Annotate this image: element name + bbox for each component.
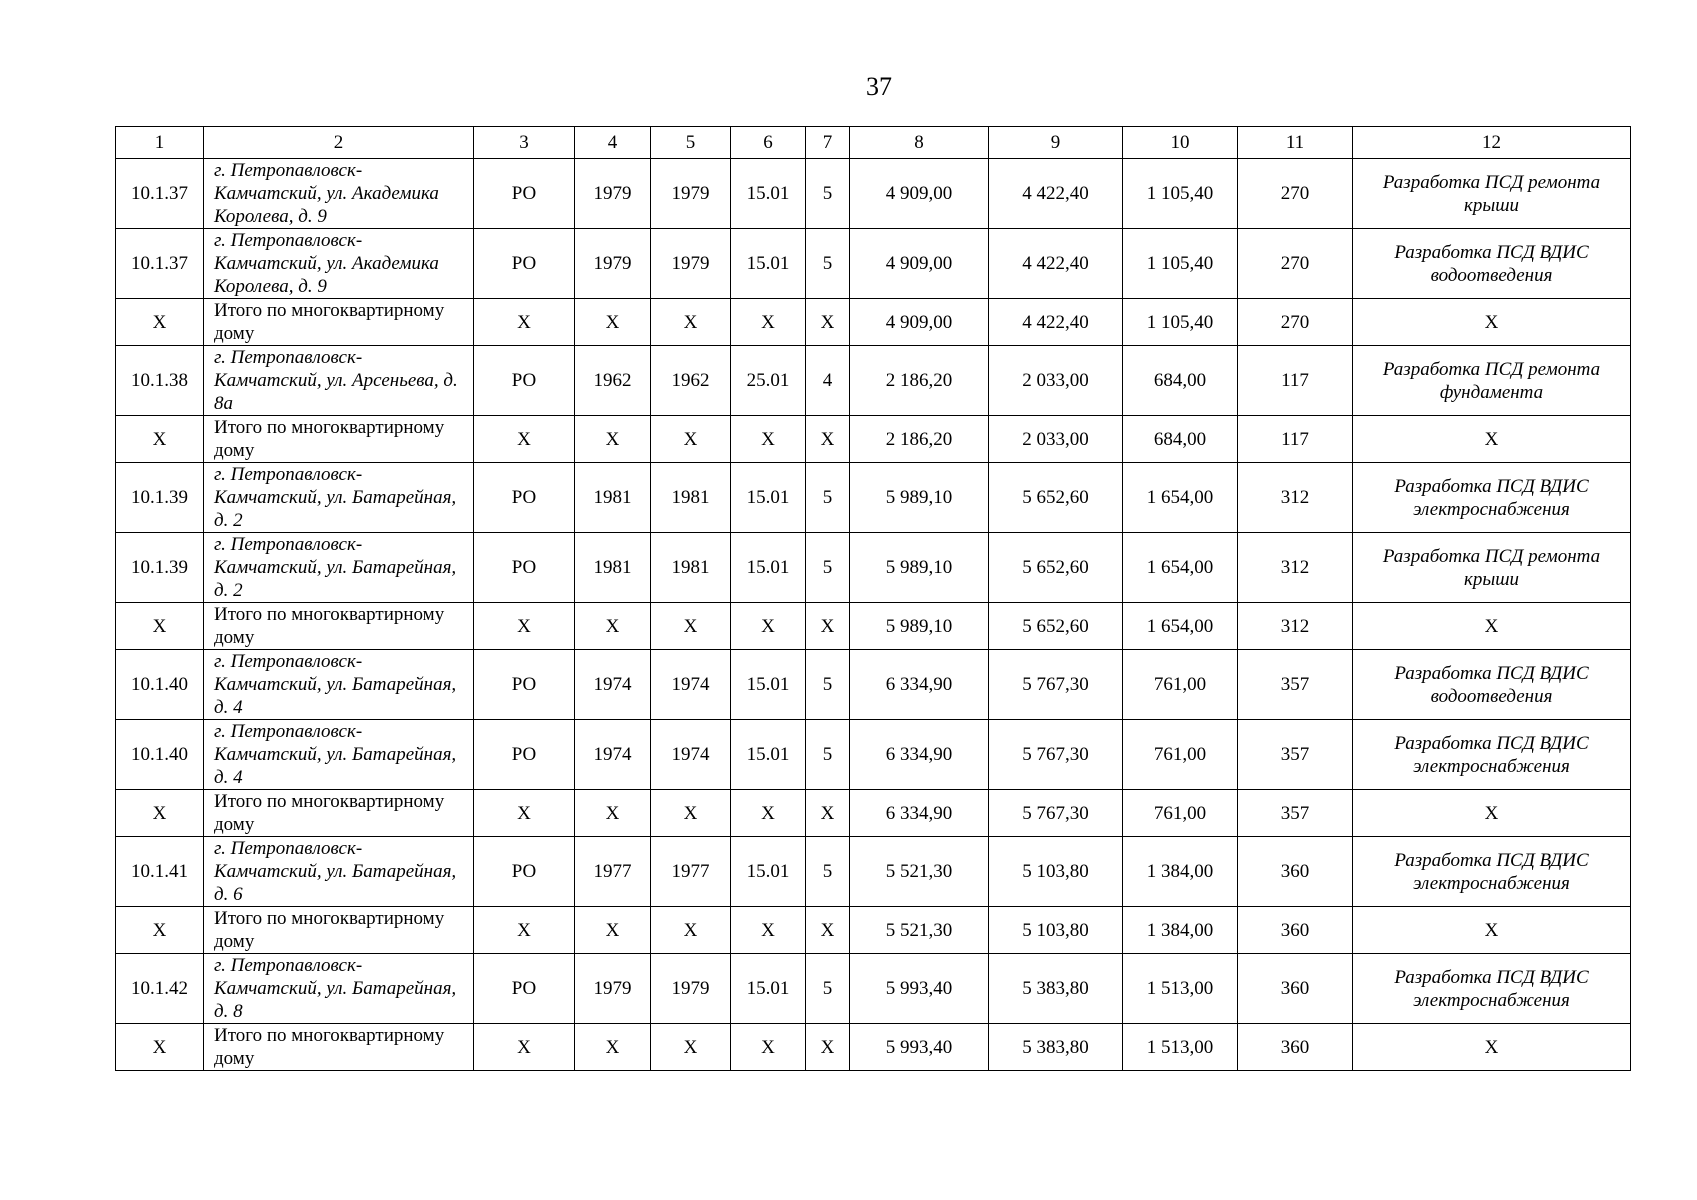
table-cell: 15.01 <box>731 229 806 299</box>
table-row <box>116 229 1631 299</box>
table-cell: Х <box>575 907 651 954</box>
table-cell: Итого по многоквартирному дому <box>204 299 474 346</box>
table-cell: 1 105,40 <box>1123 159 1238 229</box>
column-header: 12 <box>1353 127 1631 159</box>
table-cell: Разработка ПСД ремонта крыши <box>1353 533 1631 603</box>
table-cell: Х <box>806 907 850 954</box>
table-cell: 10.1.39 <box>116 533 204 603</box>
table-cell: 4 422,40 <box>989 299 1123 346</box>
table-cell: 360 <box>1238 1024 1353 1071</box>
table-cell: Х <box>116 1024 204 1071</box>
table-cell: 684,00 <box>1123 416 1238 463</box>
column-header: 8 <box>850 127 989 159</box>
table-cell: Х <box>474 1024 575 1071</box>
table-cell: 312 <box>1238 603 1353 650</box>
table-row <box>116 650 1631 720</box>
column-header: 3 <box>474 127 575 159</box>
table-cell: 270 <box>1238 159 1353 229</box>
total-row <box>116 1024 1631 1071</box>
table-cell: 4 <box>806 346 850 416</box>
table-row <box>116 463 1631 533</box>
table-cell: 1979 <box>575 159 651 229</box>
table-cell: Итого по многоквартирному дому <box>204 603 474 650</box>
table-cell: Х <box>651 790 731 837</box>
table-cell: Х <box>731 416 806 463</box>
table-cell: Х <box>731 299 806 346</box>
table-cell: 1974 <box>651 720 731 790</box>
table-cell: 1979 <box>575 954 651 1024</box>
table-cell: 5 <box>806 954 850 1024</box>
table-cell: Х <box>116 603 204 650</box>
table-cell: 4 422,40 <box>989 229 1123 299</box>
table-cell: 1 384,00 <box>1123 837 1238 907</box>
table-cell: 357 <box>1238 720 1353 790</box>
table-cell: 5 652,60 <box>989 533 1123 603</box>
table-row <box>116 533 1631 603</box>
table-cell: РО <box>474 954 575 1024</box>
table-cell: 2 186,20 <box>850 416 989 463</box>
table-cell: г. Петропавловск-Камчатский, ул. Батарейная, д. 2 <box>204 533 474 603</box>
table-cell: 15.01 <box>731 533 806 603</box>
table-cell: 10.1.41 <box>116 837 204 907</box>
table-cell: 1962 <box>651 346 731 416</box>
table-cell: Х <box>1353 416 1631 463</box>
column-header: 9 <box>989 127 1123 159</box>
table-cell: Х <box>806 603 850 650</box>
table-cell: Разработка ПСД ремонта крыши <box>1353 159 1631 229</box>
table-cell: 4 422,40 <box>989 159 1123 229</box>
table-cell: 5 <box>806 463 850 533</box>
table-cell: 1981 <box>575 463 651 533</box>
registry-table <box>115 126 1631 1071</box>
table-cell: 1 654,00 <box>1123 533 1238 603</box>
table-cell: Х <box>1353 907 1631 954</box>
table-cell: 1979 <box>651 159 731 229</box>
table-cell: Х <box>474 790 575 837</box>
column-header: 11 <box>1238 127 1353 159</box>
table-cell: г. Петропавловск-Камчатский, ул. Академика Королева, д. 9 <box>204 159 474 229</box>
table-cell: 5 <box>806 159 850 229</box>
table-cell: Х <box>474 907 575 954</box>
table-cell: 1977 <box>575 837 651 907</box>
total-row <box>116 299 1631 346</box>
table-cell: 1 105,40 <box>1123 229 1238 299</box>
table-cell: 5 <box>806 720 850 790</box>
table-cell: 117 <box>1238 416 1353 463</box>
table-row <box>116 159 1631 229</box>
table-cell: 1981 <box>651 533 731 603</box>
table-cell: 5 <box>806 650 850 720</box>
table-cell: 270 <box>1238 229 1353 299</box>
table-cell: Х <box>1353 603 1631 650</box>
table-cell: РО <box>474 159 575 229</box>
table-cell: Х <box>731 907 806 954</box>
table-cell: Х <box>806 299 850 346</box>
table-cell: Разработка ПСД ВДИС водоотведения <box>1353 229 1631 299</box>
table-cell: 5 767,30 <box>989 650 1123 720</box>
total-row <box>116 603 1631 650</box>
table-cell: 1 105,40 <box>1123 299 1238 346</box>
table-cell: 1974 <box>575 720 651 790</box>
table-row <box>116 720 1631 790</box>
table-cell: 15.01 <box>731 954 806 1024</box>
table-cell: 5 989,10 <box>850 603 989 650</box>
table-cell: Х <box>806 416 850 463</box>
table-cell: 5 767,30 <box>989 720 1123 790</box>
table-cell: 1981 <box>575 533 651 603</box>
table-cell: Х <box>1353 299 1631 346</box>
table-cell: 5 767,30 <box>989 790 1123 837</box>
table-cell: Х <box>474 416 575 463</box>
table-cell: 6 334,90 <box>850 720 989 790</box>
table-cell: Х <box>651 1024 731 1071</box>
table-cell: г. Петропавловск-Камчатский, ул. Батарейная, д. 4 <box>204 650 474 720</box>
table-cell: 15.01 <box>731 159 806 229</box>
table-cell: Х <box>651 603 731 650</box>
table-cell: Х <box>651 416 731 463</box>
table-cell: 5 383,80 <box>989 1024 1123 1071</box>
table-cell: Разработка ПСД ВДИС электроснабжения <box>1353 720 1631 790</box>
table-cell: 1974 <box>651 650 731 720</box>
table-cell: 15.01 <box>731 720 806 790</box>
table-cell: 1979 <box>651 229 731 299</box>
table-cell: РО <box>474 229 575 299</box>
table-cell: 5 989,10 <box>850 463 989 533</box>
total-row <box>116 416 1631 463</box>
table-cell: Разработка ПСД ремонта фундамента <box>1353 346 1631 416</box>
table-cell: Х <box>575 603 651 650</box>
table-cell: РО <box>474 346 575 416</box>
table-cell: Х <box>651 907 731 954</box>
table-cell: Х <box>575 790 651 837</box>
table-cell: Х <box>1353 1024 1631 1071</box>
table-cell: 10.1.37 <box>116 159 204 229</box>
table-cell: г. Петропавловск-Камчатский, ул. Батарейная, д. 4 <box>204 720 474 790</box>
table-cell: Разработка ПСД ВДИС водоотведения <box>1353 650 1631 720</box>
table-cell: 10.1.39 <box>116 463 204 533</box>
table-cell: 2 033,00 <box>989 416 1123 463</box>
table-cell: Итого по многоквартирному дому <box>204 416 474 463</box>
table-cell: 15.01 <box>731 463 806 533</box>
table-cell: Разработка ПСД ВДИС электроснабжения <box>1353 463 1631 533</box>
table-cell: 761,00 <box>1123 720 1238 790</box>
table-cell: 684,00 <box>1123 346 1238 416</box>
table-cell: 5 383,80 <box>989 954 1123 1024</box>
table-cell: 5 103,80 <box>989 837 1123 907</box>
table-cell: 312 <box>1238 533 1353 603</box>
column-header: 6 <box>731 127 806 159</box>
table-cell: 1981 <box>651 463 731 533</box>
table-cell: 312 <box>1238 463 1353 533</box>
table-row <box>116 346 1631 416</box>
table-cell: 5 652,60 <box>989 463 1123 533</box>
table-cell: Х <box>1353 790 1631 837</box>
table-cell: РО <box>474 720 575 790</box>
table-cell: Разработка ПСД ВДИС электроснабжения <box>1353 954 1631 1024</box>
table-cell: г. Петропавловск-Камчатский, ул. Арсеньева, д. 8а <box>204 346 474 416</box>
table-cell: 1 513,00 <box>1123 954 1238 1024</box>
table-cell: 1 654,00 <box>1123 603 1238 650</box>
table-cell: 10.1.42 <box>116 954 204 1024</box>
table-cell: РО <box>474 533 575 603</box>
table-cell: РО <box>474 463 575 533</box>
table-cell: 1 513,00 <box>1123 1024 1238 1071</box>
table-cell: РО <box>474 650 575 720</box>
table-cell: Разработка ПСД ВДИС электроснабжения <box>1353 837 1631 907</box>
column-header: 2 <box>204 127 474 159</box>
table-row <box>116 954 1631 1024</box>
table-cell: Х <box>575 299 651 346</box>
table-cell: Х <box>806 790 850 837</box>
table-cell: 4 909,00 <box>850 159 989 229</box>
total-row <box>116 790 1631 837</box>
table-cell: г. Петропавловск-Камчатский, ул. Академика Королева, д. 9 <box>204 229 474 299</box>
table-cell: 357 <box>1238 650 1353 720</box>
table-cell: 15.01 <box>731 837 806 907</box>
table-cell: 1 654,00 <box>1123 463 1238 533</box>
table-cell: 5 521,30 <box>850 907 989 954</box>
table-cell: Итого по многоквартирному дому <box>204 790 474 837</box>
table-cell: 6 334,90 <box>850 790 989 837</box>
table-cell: Итого по многоквартирному дому <box>204 1024 474 1071</box>
table-cell: 1979 <box>651 954 731 1024</box>
table-cell: Х <box>116 299 204 346</box>
table-cell: Х <box>474 603 575 650</box>
page-number: 37 <box>866 72 892 101</box>
table-cell: 761,00 <box>1123 790 1238 837</box>
table-cell: 25.01 <box>731 346 806 416</box>
column-header: 5 <box>651 127 731 159</box>
table-row <box>116 837 1631 907</box>
table-body <box>116 127 1631 1071</box>
table-cell: 1 384,00 <box>1123 907 1238 954</box>
table-cell: 5 993,40 <box>850 954 989 1024</box>
table-cell: Х <box>575 416 651 463</box>
table-cell: 10.1.38 <box>116 346 204 416</box>
table-cell: Х <box>116 416 204 463</box>
table-cell: Х <box>116 790 204 837</box>
table-cell: Х <box>731 1024 806 1071</box>
table-cell: 10.1.40 <box>116 650 204 720</box>
table-cell: Х <box>731 603 806 650</box>
column-header: 7 <box>806 127 850 159</box>
table-cell: 5 993,40 <box>850 1024 989 1071</box>
table-cell: Х <box>575 1024 651 1071</box>
table-cell: 1977 <box>651 837 731 907</box>
column-header: 4 <box>575 127 651 159</box>
table-cell: 360 <box>1238 954 1353 1024</box>
table-cell: 5 989,10 <box>850 533 989 603</box>
table-cell: г. Петропавловск-Камчатский, ул. Батарейная, д. 8 <box>204 954 474 1024</box>
table-cell: г. Петропавловск-Камчатский, ул. Батарейная, д. 6 <box>204 837 474 907</box>
table-cell: Х <box>651 299 731 346</box>
table-cell: Х <box>116 907 204 954</box>
table-cell: 1962 <box>575 346 651 416</box>
table-cell: 761,00 <box>1123 650 1238 720</box>
table-cell: РО <box>474 837 575 907</box>
table-cell: Х <box>806 1024 850 1071</box>
table-cell: 2 186,20 <box>850 346 989 416</box>
table-cell: 5 <box>806 229 850 299</box>
table-cell: 5 <box>806 837 850 907</box>
total-row <box>116 907 1631 954</box>
table-cell: 6 334,90 <box>850 650 989 720</box>
table-cell: 5 <box>806 533 850 603</box>
table-cell: 4 909,00 <box>850 229 989 299</box>
table-cell: 4 909,00 <box>850 299 989 346</box>
table-cell: 270 <box>1238 299 1353 346</box>
table-cell: 10.1.40 <box>116 720 204 790</box>
table-cell: Х <box>731 790 806 837</box>
table-cell: 2 033,00 <box>989 346 1123 416</box>
table-cell: 5 521,30 <box>850 837 989 907</box>
table-cell: 5 652,60 <box>989 603 1123 650</box>
table-cell: 360 <box>1238 907 1353 954</box>
table-cell: 1979 <box>575 229 651 299</box>
header-row <box>116 127 1631 159</box>
table-cell: 357 <box>1238 790 1353 837</box>
table-cell: Итого по многоквартирному дому <box>204 907 474 954</box>
column-header: 1 <box>116 127 204 159</box>
table-cell: 117 <box>1238 346 1353 416</box>
column-header: 10 <box>1123 127 1238 159</box>
table-cell: 10.1.37 <box>116 229 204 299</box>
table-cell: 1974 <box>575 650 651 720</box>
table-cell: г. Петропавловск-Камчатский, ул. Батарейная, д. 2 <box>204 463 474 533</box>
table-cell: 360 <box>1238 837 1353 907</box>
table-cell: 15.01 <box>731 650 806 720</box>
table-cell: 5 103,80 <box>989 907 1123 954</box>
table-cell: Х <box>474 299 575 346</box>
